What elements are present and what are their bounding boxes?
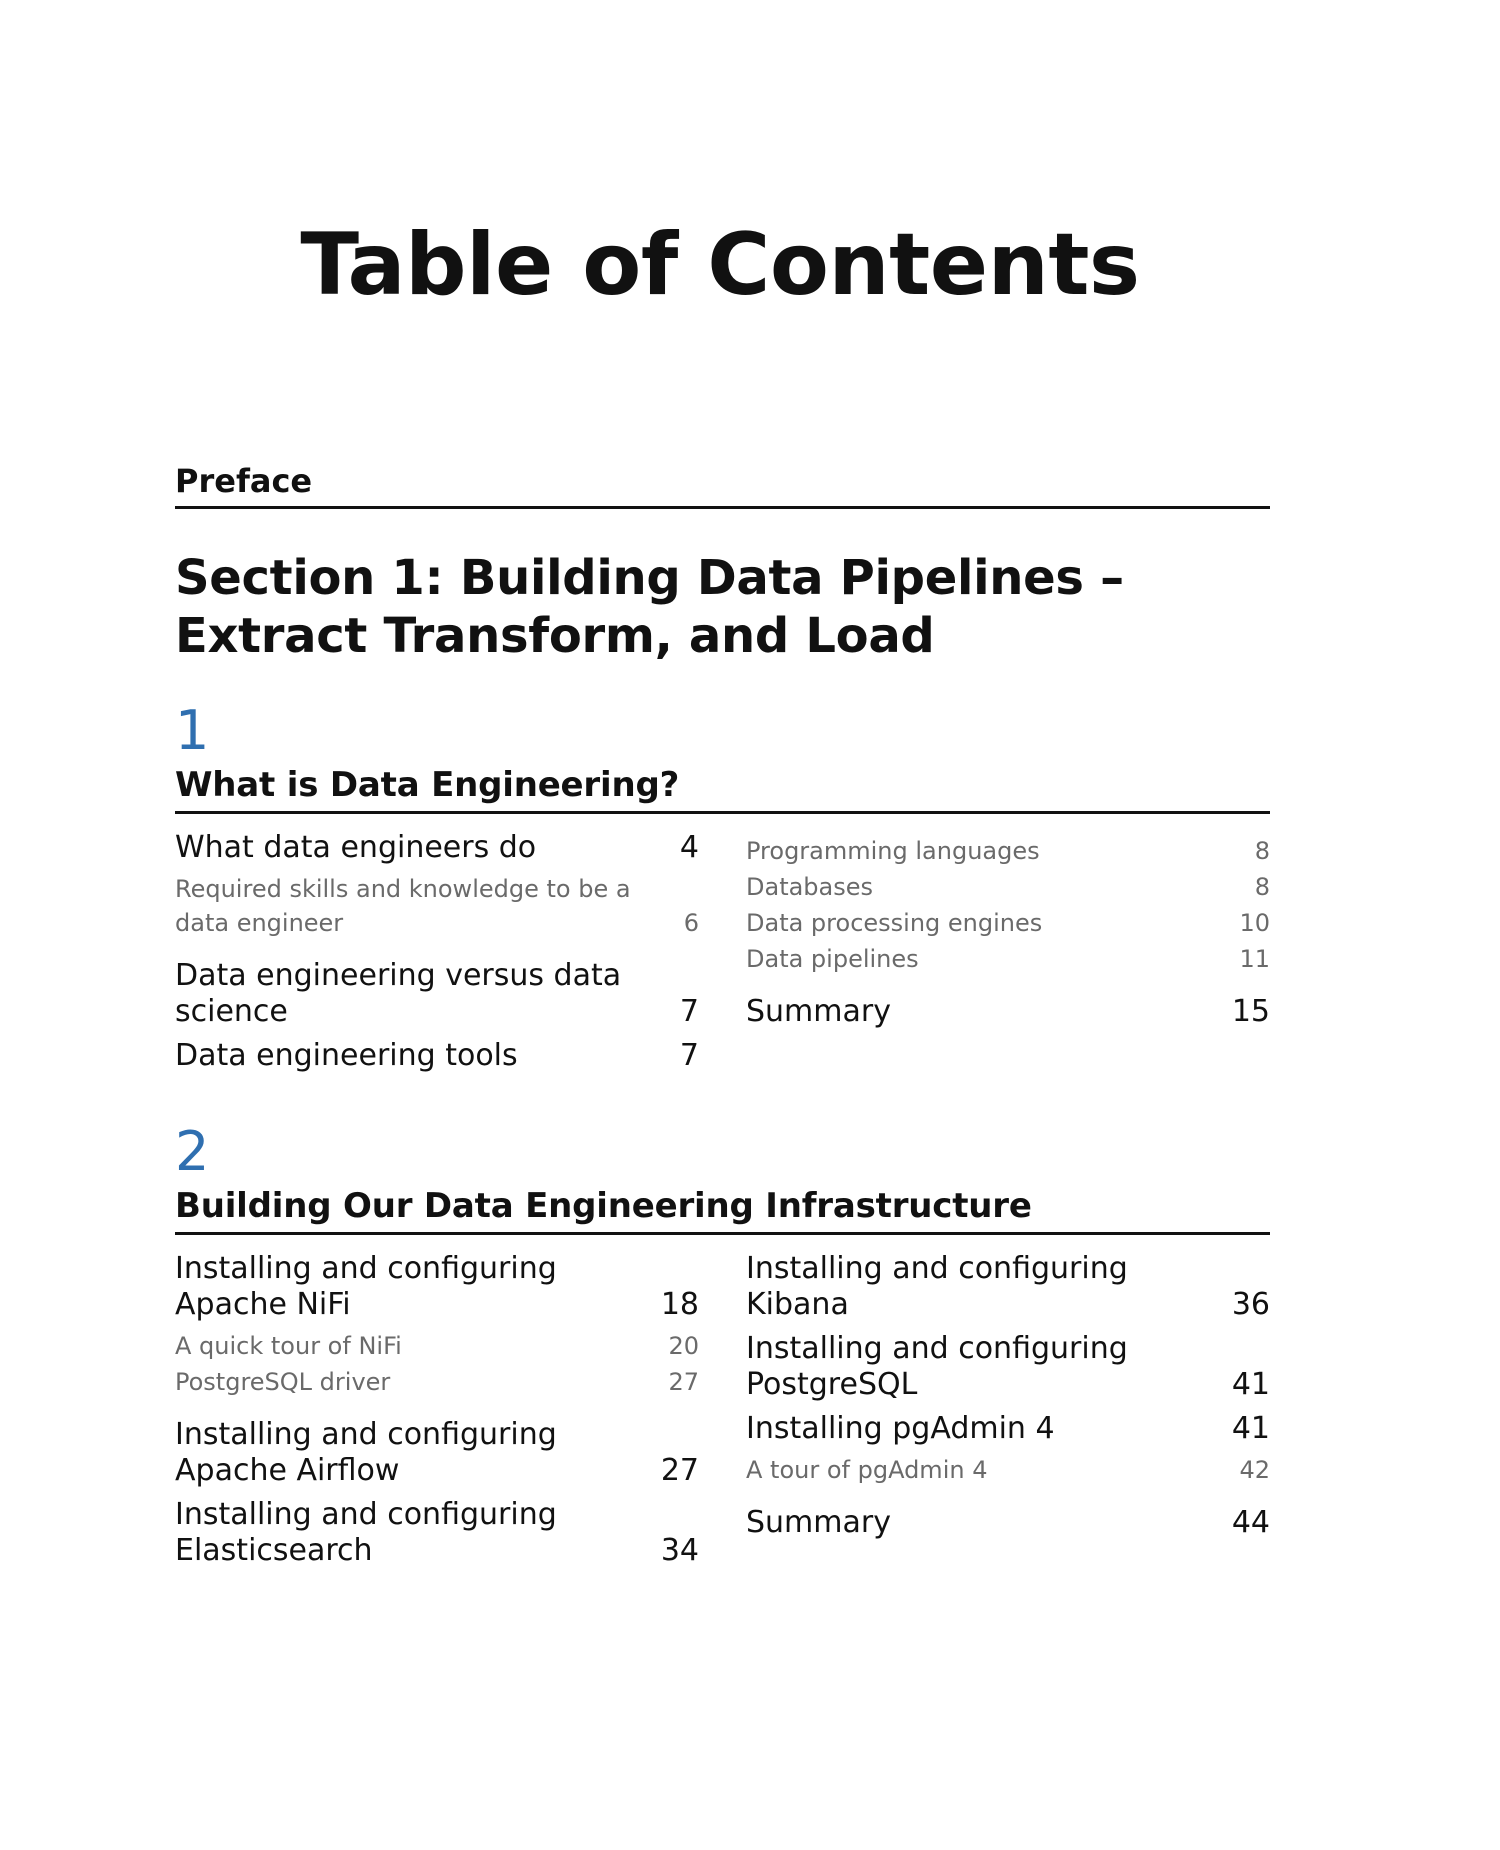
entry-label: Databases [746,873,874,901]
chapter-entries [175,1251,1270,1577]
chapter-number: 2 [175,1120,210,1183]
entry-page: 7 [679,1038,699,1073]
toc-entry[interactable] [175,958,699,1030]
entry-page: 18 [660,1287,699,1322]
toc-subentry[interactable] [746,942,1270,976]
entry-label: Installing and configuring Apache Airflow [175,1417,557,1488]
entry-label: Installing and configuring Elasticsearch [175,1497,557,1568]
entry-label: Data processing engines [746,909,1043,937]
entry-page: 20 [668,1332,699,1360]
toc-entry[interactable] [175,1251,699,1323]
entry-page: 10 [1239,909,1270,937]
left-column [175,830,699,1082]
page-title: Table of Contents [300,215,1140,315]
entry-label: Installing pgAdmin 4 [746,1411,1055,1446]
chapter-number: 1 [175,699,210,762]
toc-entry[interactable] [175,1038,699,1074]
entry-label: Data engineering tools [175,1038,518,1073]
entry-label: PostgreSQL driver [175,1368,391,1396]
entry-label: Required skills and knowledge to be a data engineer [175,875,631,937]
entry-page: 41 [1231,1411,1270,1446]
toc-entry[interactable] [746,1505,1270,1541]
entry-page: 42 [1239,1456,1270,1484]
entry-page: 8 [1254,837,1270,865]
chapter-entries [175,830,1270,1082]
entry-label: A tour of pgAdmin 4 [746,1456,988,1484]
entry-label: Summary [746,994,891,1029]
toc-subentry[interactable] [175,1365,699,1399]
entry-page: 27 [660,1453,699,1488]
preface-heading[interactable]: Preface [175,462,1270,509]
right-column [746,830,1270,1082]
entry-label: What data engineers do [175,830,537,865]
toc-subentry[interactable] [746,1453,1270,1487]
toc-entry[interactable] [175,830,699,866]
entry-page: 34 [660,1533,699,1568]
entry-label: Data engineering versus data science [175,958,622,1029]
entry-page: 15 [1231,994,1270,1029]
entry-page: 11 [1239,945,1270,973]
entry-page: 4 [679,830,699,865]
chapter-title[interactable]: What is Data Engineering? [175,765,1270,814]
toc-entry[interactable] [175,1417,699,1489]
toc-content [175,462,1270,1577]
entry-label: Summary [746,1505,891,1540]
entry-page: 6 [683,909,699,937]
toc-subentry[interactable] [175,1329,699,1363]
entry-label: Installing and configuring Kibana [746,1251,1128,1322]
toc-subentry[interactable] [746,870,1270,904]
left-column [175,1251,699,1577]
entry-label: A quick tour of NiFi [175,1332,402,1360]
toc-subentry[interactable] [175,872,699,940]
toc-entry[interactable] [175,1497,699,1569]
entry-page: 8 [1254,873,1270,901]
right-column [746,1251,1270,1577]
entry-label: Installing and configuring Apache NiFi [175,1251,557,1322]
entry-label: Data pipelines [746,945,919,973]
entry-label: Installing and configuring PostgreSQL [746,1331,1128,1402]
entry-page: 41 [1231,1367,1270,1402]
toc-entry[interactable] [746,1251,1270,1323]
entry-label: Programming languages [746,837,1040,865]
entry-page: 44 [1231,1505,1270,1540]
toc-entry[interactable] [746,1411,1270,1447]
toc-entry[interactable] [746,1331,1270,1403]
toc-entry[interactable] [746,994,1270,1030]
chapter-title[interactable]: Building Our Data Engineering Infrastructure [175,1186,1270,1235]
entry-page: 36 [1231,1287,1270,1322]
toc-subentry[interactable] [746,906,1270,940]
toc-subentry[interactable] [746,834,1270,868]
entry-page: 27 [668,1368,699,1396]
entry-page: 7 [679,994,699,1029]
section-title: Section 1: Building Data Pipelines – Extract Transform, and Load [175,550,1124,664]
